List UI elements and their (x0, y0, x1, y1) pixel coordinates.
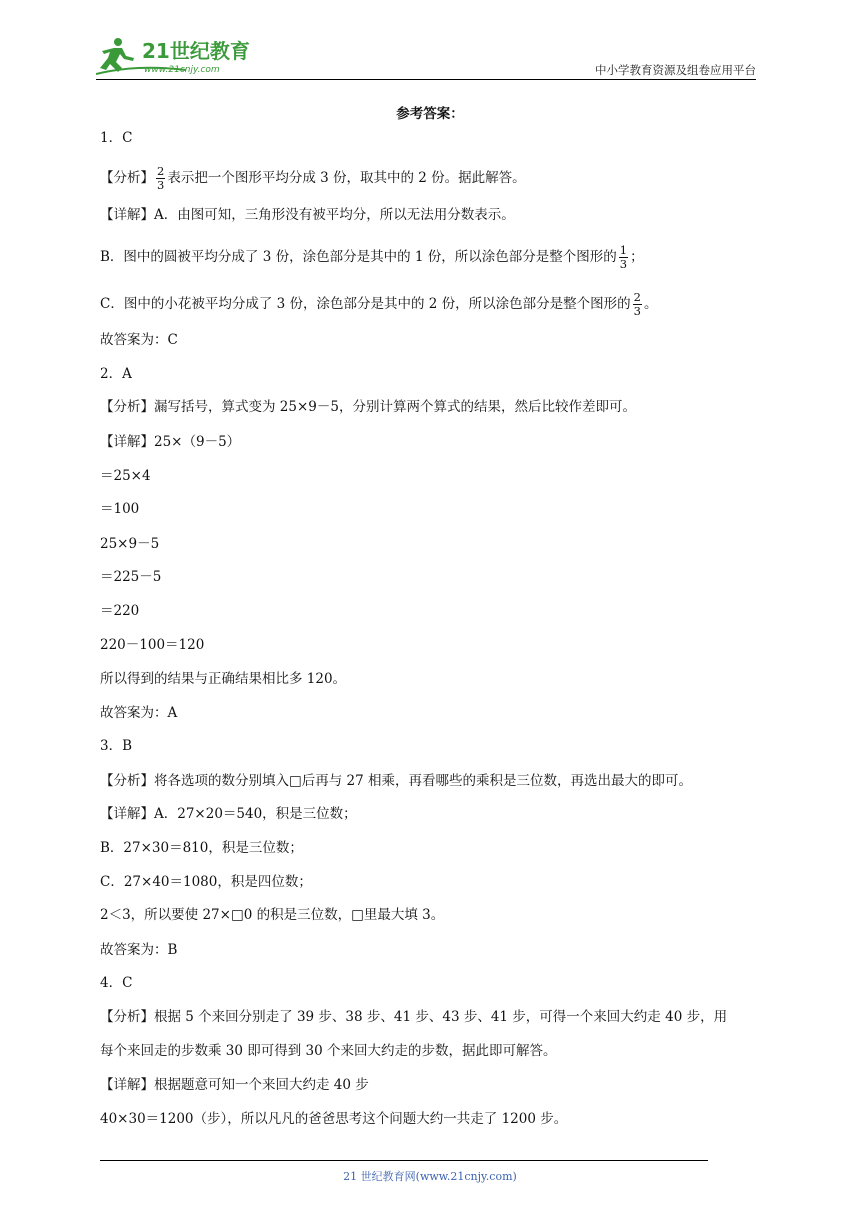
q2-line: 25×9－5 (100, 536, 160, 552)
q4-analysis-cont: 每个来回走的步数乘 30 即可得到 30 个来回大约走的步数，据此即可解答。 (100, 1043, 557, 1059)
q2-line: 所以得到的结果与正确结果相比多 120。 (100, 671, 347, 687)
q4-detail: 【详解】根据题意可知一个来回大约走 40 步 (100, 1077, 369, 1093)
q1-detail-b: B．图中的圆被平均分成了 3 份，涂色部分是其中的 1 份，所以涂色部分是整个图形的 $\frac{1}{3}$ ； (100, 243, 644, 271)
page-header (0, 0, 860, 80)
q2-line: ＝25×4 (100, 468, 151, 484)
footer-link[interactable]: 21 世纪教育网(www.21cnjy.com) (343, 1170, 517, 1183)
q4-answer: 4．C (100, 975, 133, 991)
q3-conclusion: 故答案为：B (100, 942, 178, 958)
q2-conclusion: 故答案为：A (100, 705, 178, 721)
footer-rule (100, 1160, 708, 1161)
q2-line: 220－100＝120 (100, 637, 205, 653)
fraction-one-third: $\frac{1}{3}$ (619, 243, 628, 271)
svg-text:www.21cnjy.com: www.21cnjy.com (144, 65, 220, 75)
q3-analysis: 【分析】将各选项的数分别填入□后再与 27 相乘，再看哪些的乘积是三位数，再选出最大的即可。 (100, 773, 693, 789)
q1-detail-c: C．图中的小花被平均分成了 3 份，涂色部分是其中的 2 份，所以涂色部分是整个图形的 $\frac{2}{3}$ 。 (100, 290, 658, 318)
page-title: 参考答案： (396, 106, 464, 122)
q3-line: 2＜3，所以要使 27×□0 的积是三位数，□里最大填 3。 (100, 907, 445, 923)
header-platform-text: 中小学教育资源及组卷应用平台 (595, 63, 756, 77)
header-rule (96, 79, 756, 80)
logo-21cnjy (96, 34, 266, 78)
q2-line: ＝100 (100, 501, 140, 517)
fraction-two-thirds: $\frac{2}{3}$ (157, 164, 165, 192)
svg-text:21世纪教育: 21世纪教育 (142, 39, 250, 63)
q3-line: C．27×40＝1080，积是四位数； (100, 874, 312, 890)
q4-detail: 40×30＝1200（步），所以凡凡的爸爸思考这个问题大约一共走了 1200 步。 (100, 1111, 568, 1127)
q3-answer: 3．B (100, 738, 133, 754)
q2-line: ＝225－5 (100, 569, 162, 585)
q1-analysis: 【分析】 $\frac{2}{3}$ 表示把一个图形平均分成 3 份，取其中的 2 份。据此解答。 (100, 164, 526, 192)
q2-analysis: 【分析】漏写括号，算式变为 25×9－5，分别计算两个算式的结果，然后比较作差即可。 (100, 399, 636, 415)
q1-detail-a: 【详解】A．由图可知，三角形没有被平均分，所以无法用分数表示。 (100, 207, 515, 223)
q1-answer: 1．C (100, 130, 133, 146)
q3-line: B．27×30＝810，积是三位数； (100, 840, 303, 856)
q3-line: 【详解】A．27×20＝540，积是三位数； (100, 806, 357, 822)
q4-analysis: 【分析】根据 5 个来回分别走了 39 步、38 步、41 步、43 步、41 步，可得一个来回大约走 40 步，用 (100, 1009, 728, 1025)
q1-conclusion: 故答案为：C (100, 332, 178, 348)
q2-line: 【详解】25×（9－5） (100, 434, 241, 450)
q2-line: ＝220 (100, 603, 140, 619)
q2-answer: 2．A (100, 366, 132, 382)
fraction-two-thirds: $\frac{2}{3}$ (633, 290, 641, 318)
